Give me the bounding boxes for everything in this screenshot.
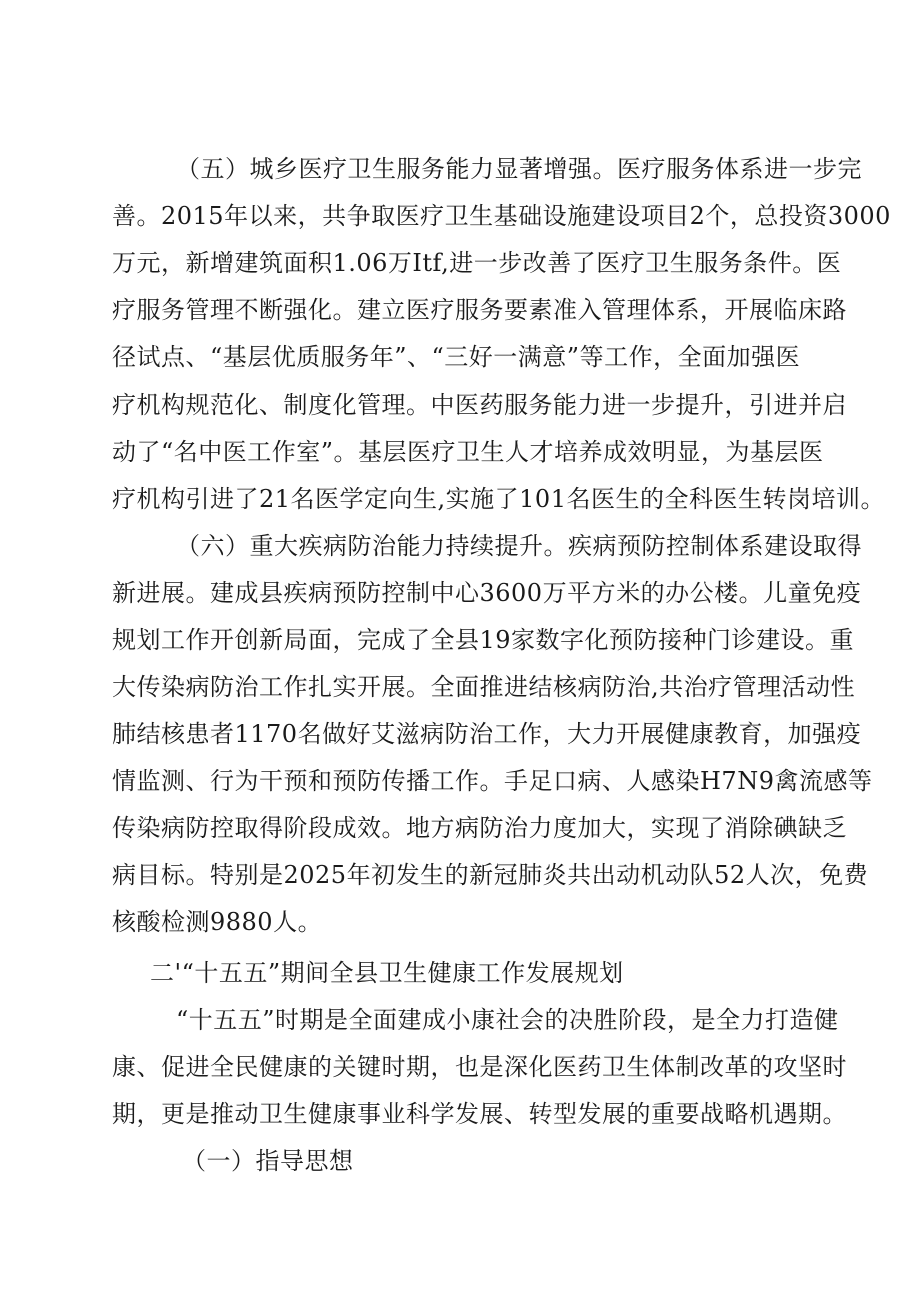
paragraph-5-line-8: 疗机构引进了21名医学定向生,实施了101名医生的全科医生转岗培训。 (112, 485, 885, 513)
section-heading: 二'“十五五”期间全县卫生健康工作发展规划 (150, 959, 624, 987)
paragraph-5-line-7: 动了“名中医工作室”。基层医疗卫生人才培养成效明显，为基层医 (112, 438, 824, 466)
paragraph-6-line-7: 传染病防控取得阶段成效。地方病防治力度加大，实现了消除碘缺乏 (112, 814, 847, 842)
paragraph-5-line-1: （五）城乡医疗卫生服务能力显著增强。医疗服务体系进一步完 (176, 155, 862, 183)
paragraph-5-line-2: 善。2015年以来，共争取医疗卫生基础设施建设项目2个，总投资3000 (112, 202, 891, 230)
paragraph-6-line-5: 肺结核患者1170名做好艾滋病防治工作，大力开展健康教育，加强疫 (112, 720, 862, 748)
paragraph-6-line-1: （六）重大疾病防治能力持续提升。疾病预防控制体系建设取得 (176, 532, 862, 560)
subsection-heading: （一）指导思想 (182, 1147, 354, 1175)
paragraph-5-line-6: 疗机构规范化、制度化管理。中医药服务能力进一步提升，引进并启 (112, 391, 847, 419)
paragraph-5-line-5: 径试点、“基层优质服务年”、“三好一满意”等工作，全面加强医 (112, 343, 801, 371)
intro-paragraph-line-3: 期，更是推动卫生健康事业科学发展、转型发展的重要战略机遇期。 (112, 1100, 847, 1128)
paragraph-6-line-8: 病目标。特别是2025年初发生的新冠肺炎共出动机动队52人次，免费 (112, 861, 869, 889)
paragraph-5-line-4: 疗服务管理不断强化。建立医疗服务要素准入管理体系，开展临床路 (112, 296, 847, 324)
paragraph-6-line-4: 大传染病防治工作扎实开展。全面推进结核病防治,共治疗管理活动性 (112, 673, 856, 701)
intro-paragraph-line-1: “十五五”时期是全面建成小康社会的决胜阶段，是全力打造健 (176, 1006, 839, 1034)
paragraph-6-line-2: 新进展。建成县疾病预防控制中心3600万平方米的办公楼。儿童免疫 (112, 579, 862, 607)
intro-paragraph-line-2: 康、促进全民健康的关键时期，也是深化医药卫生体制改革的攻坚时 (112, 1053, 847, 1081)
paragraph-5-line-3: 万元，新增建筑面积1.06万Itf,进一步改善了医疗卫生服务条件。医 (112, 249, 842, 277)
paragraph-6-line-9: 核酸检测9880人。 (112, 908, 323, 936)
paragraph-6-line-3: 规划工作开创新局面，完成了全县19家数字化预防接种门诊建设。重 (112, 626, 855, 654)
paragraph-6-line-6: 情监测、行为干预和预防传播工作。手足口病、人感染H7N9禽流感等 (112, 767, 873, 795)
